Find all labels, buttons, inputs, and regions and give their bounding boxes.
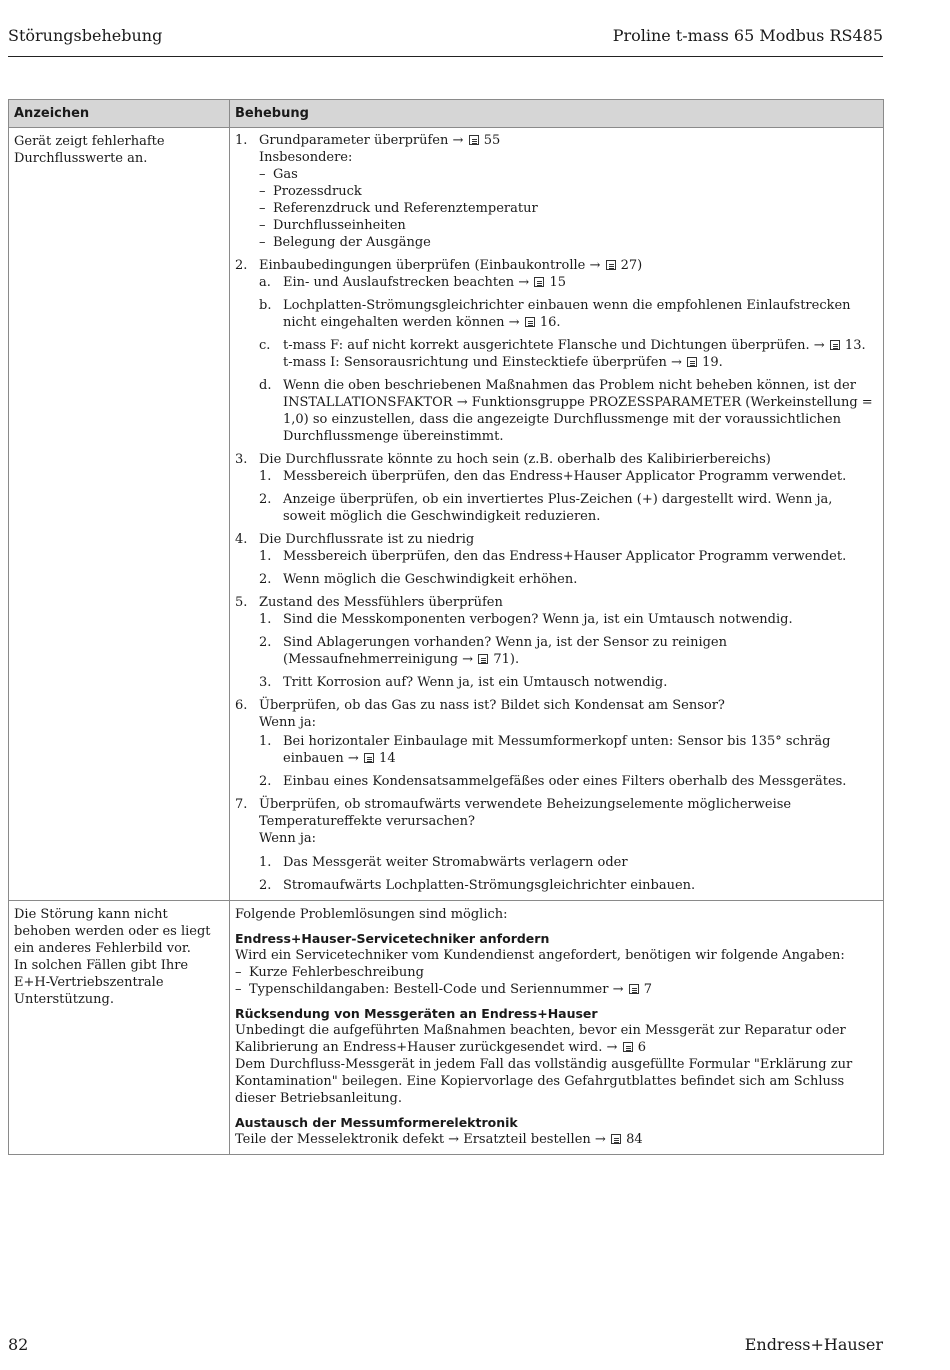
- sub-step: 1. Messbereich überprüfen, den das Endress+Hauser Applicator Programm verwendet.: [259, 469, 847, 484]
- dash-item: – Durchflusseinheiten: [259, 218, 406, 233]
- symptom-text: In solchen Fällen gibt Ihre E+H-Vertriebszentrale Unterstützung.: [14, 958, 189, 1007]
- remedy-step: [235, 451, 878, 525]
- table-header-row: [9, 100, 884, 128]
- step-number: 6.: [235, 698, 248, 713]
- sub-step: d. Wenn die oben beschriebenen Maßnahmen das Problem nicht beheben können, ist der INSTALLATIONSFAKTOR → Funktionsgruppe PROZESSPARAMETER (Werkeinstellung = 1,0) so einzustellen, dass die angezeigte Durchflussmenge mit der voraussichtlichen Durchflussmenge übereinstimmt.: [259, 378, 873, 444]
- section-text: Dem Durchfluss-Messgerät in jedem Fall das vollständig ausgefüllte Formular "Erklärung zur Kontamination" beilegen. Eine Kopiervorlage des Gefahrgutblattes befindet sich am Schluss dieser Betriebsanleitung.: [235, 1057, 853, 1106]
- step-text: Zustand des Messfühlers überprüfen: [259, 595, 503, 610]
- step-number: 4.: [235, 532, 248, 547]
- section-title: Rücksendung von Messgeräten an Endress+Hauser: [235, 1006, 598, 1021]
- sub-step: c. t-mass F: auf nicht korrekt ausgerichtete Flansche und Dichtungen überprüfen. → 13. t-mass I: Sensorausrichtung und Einstecktiefe überprüfen → 19.: [259, 338, 866, 370]
- step-text: Die Durchflussrate könnte zu hoch sein (z.B. oberhalb des Kalibirierbereichs): [259, 452, 771, 467]
- symptom-text: Die Störung kann nicht behoben werden oder es liegt ein anderes Fehlerbild vor.: [14, 907, 211, 956]
- page-reference-icon: [478, 654, 488, 664]
- remedy-step: [235, 257, 878, 445]
- section-title: Endress+Hauser-Servicetechniker anfordern: [235, 931, 550, 946]
- sub-step: 2. Wenn möglich die Geschwindigkeit erhöhen.: [259, 572, 578, 587]
- table-row: [9, 901, 884, 1155]
- step-number: 2.: [235, 258, 248, 273]
- sub-step: 2. Stromaufwärts Lochplatten-Strömungsgleichrichter einbauen.: [259, 878, 696, 893]
- dash-item: – Prozessdruck: [259, 184, 362, 199]
- remedy-cell: [230, 128, 884, 901]
- sub-step: b. Lochplatten-Strömungsgleichrichter einbauen wenn die empfohlenen Einlaufstrecken nicht eingehalten werden können → 16.: [259, 298, 851, 330]
- page-reference-icon: [623, 1042, 633, 1052]
- remedy-intro: Folgende Problemlösungen sind möglich:: [235, 907, 508, 922]
- dash-item: – Kurze Fehlerbeschreibung: [235, 965, 424, 980]
- sub-step: 1. Sind die Messkomponenten verbogen? Wenn ja, ist ein Umtausch notwendig.: [259, 612, 793, 627]
- page-reference-icon: [830, 340, 840, 350]
- table-row: [9, 128, 884, 901]
- symptom-cell: [9, 128, 230, 901]
- section-text: Wird ein Servicetechniker vom Kundendienst angefordert, benötigen wir folgende Angaben:: [235, 948, 845, 963]
- dash-item: – Referenzdruck und Referenztemperatur: [259, 201, 538, 216]
- step-text: Einbaubedingungen überprüfen (Einbaukontrolle →: [259, 258, 601, 273]
- sub-step: 1. Messbereich überprüfen, den das Endress+Hauser Applicator Programm verwendet.: [259, 549, 847, 564]
- header-divider: [8, 56, 883, 57]
- header-product-name: Proline t-mass 65 Modbus RS485: [612, 26, 883, 45]
- step-text: Die Durchflussrate ist zu niedrig: [259, 532, 475, 547]
- step-extra: Wenn ja:: [259, 715, 317, 730]
- page-reference-icon: [629, 984, 639, 994]
- page-number: 55: [483, 133, 501, 148]
- sub-step: 2. Einbau eines Kondensatsammelgefäßes oder eines Filters oberhalb des Messgerätes.: [259, 774, 847, 789]
- section-title: Austausch der Messumformerelektronik: [235, 1115, 518, 1130]
- remedy-step: [235, 531, 878, 588]
- section-text: Teile der Messelektronik defekt → Ersatzteil bestellen →: [235, 1132, 606, 1147]
- page-reference-icon: [687, 357, 697, 367]
- step-text: Überprüfen, ob stromaufwärts verwendete Beheizungselemente möglicherweise Temperatureffekte verursachen?: [259, 797, 792, 829]
- symptom-cell: [9, 901, 230, 1155]
- column-header-remedy: Behebung: [230, 100, 884, 128]
- sub-step: 1. Das Messgerät weiter Stromabwärts verlagern oder: [259, 855, 628, 870]
- remedy-step: [235, 594, 878, 691]
- page-reference-icon: [364, 753, 374, 763]
- sub-step: 2. Anzeige überprüfen, ob ein invertiertes Plus-Zeichen (+) dargestellt wird. Wenn ja, soweit möglich die Geschwindigkeit reduzieren.: [259, 492, 833, 524]
- page-reference-icon: [469, 135, 479, 145]
- dash-item: – Gas: [259, 167, 298, 182]
- remedy-step: [235, 796, 878, 894]
- step-extra: Wenn ja:: [259, 831, 317, 846]
- sub-step: 2. Sind Ablagerungen vorhanden? Wenn ja, ist der Sensor zu reinigen (Messaufnehmerreinigung → 71).: [259, 635, 727, 667]
- remedy-step: [235, 697, 878, 790]
- step-number: 3.: [235, 452, 248, 467]
- step-extra: Insbesondere:: [259, 150, 353, 165]
- section-text: Unbedingt die aufgeführten Maßnahmen beachten, bevor ein Messgerät zur Reparatur oder Kalibrierung an Endress+Hauser zurückgesendet wird. →: [235, 1023, 846, 1055]
- header-section-title: Störungsbehebung: [8, 26, 163, 45]
- dash-item: – Belegung der Ausgänge: [259, 235, 431, 250]
- page-reference-icon: [606, 260, 616, 270]
- step-text: Überprüfen, ob das Gas zu nass ist? Bildet sich Kondensat am Sensor?: [259, 698, 725, 713]
- remedy-cell: Folgende Problemlösungen sind möglich: Endress+Hauser-Servicetechniker anfordern Wird ein Servicetechniker vom Kundendienst angefordert, benötigen wir folgende Angaben: – Kurze Fehlerbeschreibung – Typenschildangaben: Bestell-Code und Seriennummer → 7 Rücksendung von Messgeräten an Endress+Hauser Unbedingt die aufgeführten Maßnahmen beachten, bevor ein Messgerät zur Reparatur oder Kalibrierung an Endress+Hauser zurückgesendet wird. → 6 Dem Durchfluss-Messgerät in jedem Fall das vollständig ausgefüllte Formular "Erklärung zur Kontamination" beilegen. Eine Kopiervorlage des Gefahrgutblattes befindet sich am Schluss dieser Betriebsanleitung. Austausch der Messumformerelektronik Teile der Messelektronik defekt → Ersatzteil bestellen → 84: [230, 901, 884, 1155]
- page-reference-icon: [525, 317, 535, 327]
- step-number: 7.: [235, 797, 248, 812]
- symptom-text: Gerät zeigt fehlerhafte Durchflusswerte an.: [14, 134, 165, 166]
- step-number: 5.: [235, 595, 248, 610]
- footer-brand: Endress+Hauser: [744, 1335, 883, 1354]
- dash-item: – Typenschildangaben: Bestell-Code und Seriennummer → 7: [235, 982, 653, 997]
- remedy-step: [235, 132, 878, 251]
- page-reference-icon: [534, 277, 544, 287]
- page-number: 82: [8, 1335, 29, 1354]
- page-reference-icon: [611, 1134, 621, 1144]
- sub-step: a. Ein- und Auslaufstrecken beachten → 15: [259, 275, 566, 290]
- troubleshooting-table: [8, 99, 884, 1155]
- page-number: 27): [620, 258, 643, 273]
- sub-step: 1. Bei horizontaler Einbaulage mit Messumformerkopf unten: Sensor bis 135° schräg einbauen → 14: [259, 734, 831, 766]
- step-number: 1.: [235, 133, 248, 148]
- sub-step: 3. Tritt Korrosion auf? Wenn ja, ist ein Umtausch notwendig.: [259, 675, 668, 690]
- step-text: Grundparameter überprüfen →: [259, 133, 464, 148]
- column-header-symptom: Anzeichen: [9, 100, 230, 128]
